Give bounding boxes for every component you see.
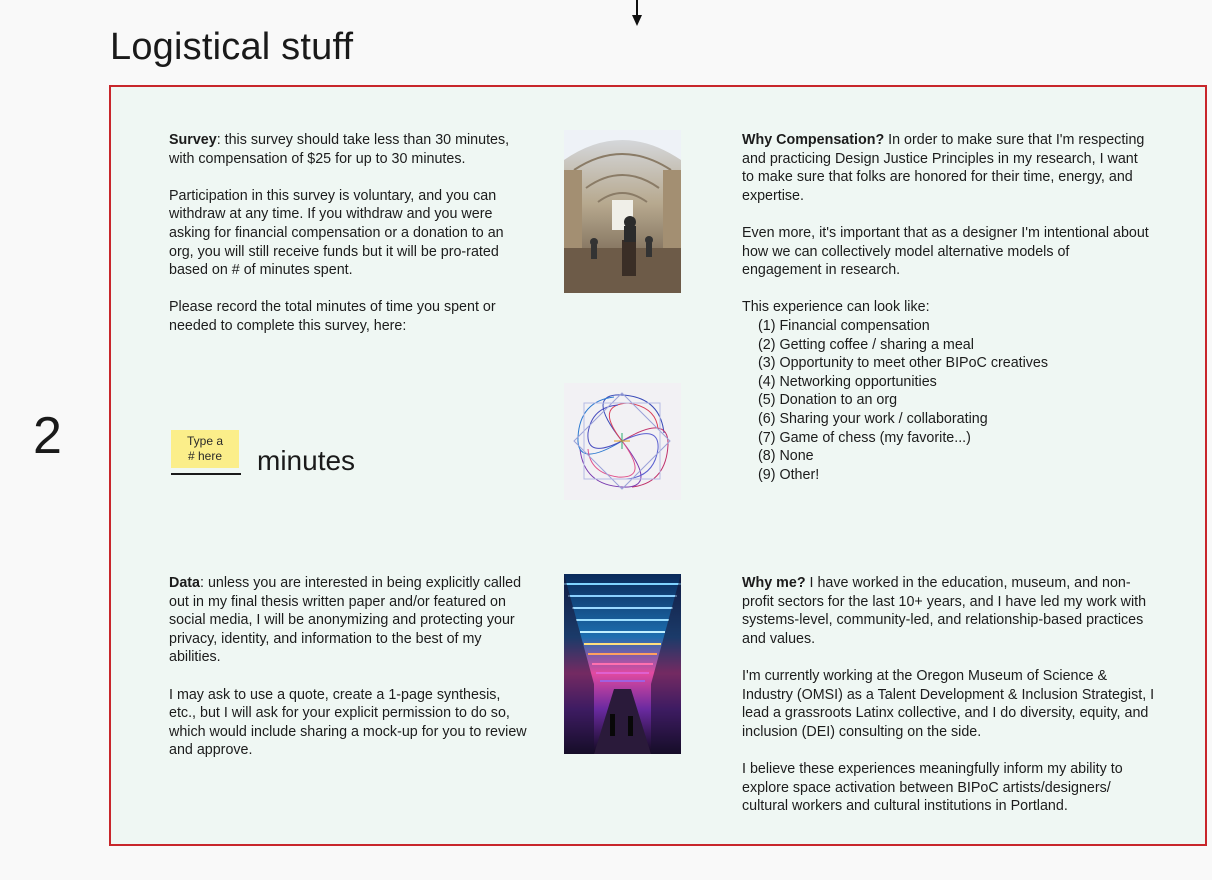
content-frame	[109, 85, 1207, 846]
page-title: Logistical stuff	[110, 26, 354, 68]
compensation-list-intro: This experience can look like:	[742, 299, 930, 316]
why-me-paragraph-2: I'm currently working at the Oregon Museum of Science & Industry (OMSI) as a Talent Development & Inclusion Strategist, I lead a grassroots Latinx collective, and I do diversity, equity, and inclusion (DEI) consulting on the side.	[742, 667, 1155, 740]
section-number: 2	[33, 407, 62, 465]
data-text	[169, 574, 531, 760]
museum-gallery-photo	[564, 130, 681, 293]
data-paragraph-2: I may ask to use a quote, create a 1-page synthesis, etc., but I will ask for your explicit permission to do so, which would include sharing a mock-up for you to review and approve.	[169, 686, 527, 759]
list-item: (8) None	[758, 448, 814, 465]
minutes-label: minutes	[257, 445, 356, 476]
minutes-input[interactable]	[171, 430, 239, 468]
why-me-paragraph-1: I have worked in the education, museum, and non-profit sectors for the last 10+ years, and I have led my work with systems-level, community-led, and relationship-based practices and values.	[742, 575, 1147, 647]
list-item: (9) Other!	[758, 466, 820, 483]
why-me-paragraph-3: I believe these experiences meaningfully inform my ability to explore space activation between BIPoC artists/designers/ cultural workers and cultural institutions in Portland.	[742, 760, 1123, 815]
compensation-text	[742, 131, 1152, 484]
survey-paragraph-3: Please record the total minutes of time you spent or needed to complete this survey, here:	[169, 299, 496, 334]
list-item: (2) Getting coffee / sharing a meal	[758, 336, 974, 353]
why-me-heading: Why me?	[742, 575, 806, 591]
survey-heading: Survey	[169, 132, 217, 148]
list-item: (6) Sharing your work / collaborating	[758, 410, 988, 427]
minutes-placeholder-line-1: Type a	[186, 434, 224, 448]
survey-paragraph-2: Participation in this survey is voluntary, and you can withdraw at any time. If you withdraw and you were asking for financial compensation or a donation to an org, you will still receive funds but it will be pro-rated based on # of minutes spent.	[169, 187, 504, 279]
data-paragraph-1: : unless you are interested in being explicitly called out in my final thesis written paper and/or featured on social media, I will be anonymizing and protecting your privacy, identity, and information to the best of my abilities.	[169, 575, 522, 666]
survey-text	[169, 131, 531, 336]
minutes-input-underline	[171, 473, 241, 475]
minutes-placeholder-line-2: # here	[187, 449, 223, 463]
compensation-options-list	[742, 317, 1152, 484]
list-item: (4) Networking opportunities	[758, 373, 937, 390]
data-heading: Data	[169, 575, 200, 591]
list-item: (7) Game of chess (my favorite...)	[758, 429, 971, 446]
compensation-paragraph-1: In order to make sure that I'm respecting and practicing Design Justice Principles in my research, I want to make sure that folks are honored for their time, energy, and expertise.	[742, 132, 1145, 204]
why-me-text	[742, 574, 1156, 816]
compensation-heading: Why Compensation?	[742, 132, 885, 148]
list-item: (5) Donation to an org	[758, 392, 898, 409]
survey-paragraph-1: : this survey should take less than 30 minutes, with compensation of $25 for up to 30 minutes.	[169, 132, 510, 167]
compensation-paragraph-2: Even more, it's important that as a designer I'm intentional about how we can collectively model alternative models of engagement in research.	[742, 224, 1149, 279]
neon-corridor-photo	[564, 574, 681, 754]
down-arrow-icon	[631, 0, 643, 28]
string-art-photo	[564, 383, 681, 500]
list-item: (1) Financial compensation	[758, 317, 930, 334]
list-item: (3) Opportunity to meet other BIPoC creatives	[758, 355, 1049, 372]
